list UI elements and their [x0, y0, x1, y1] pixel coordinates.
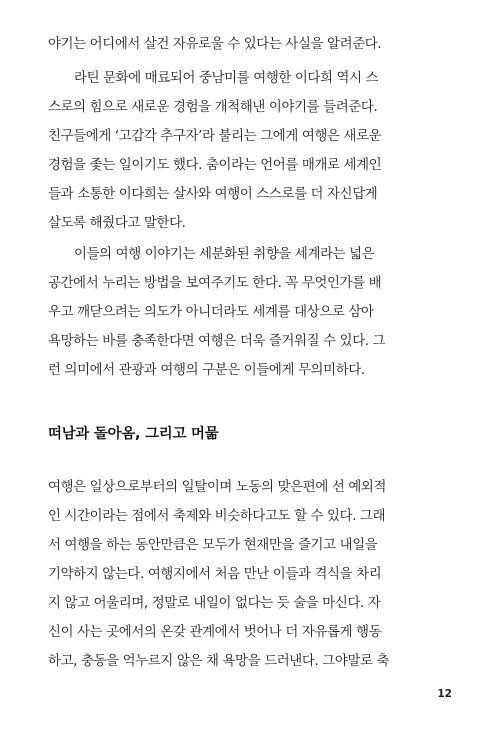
- body-text-line: 런 의미에서 관광과 여행의 구분은 이들에게 무의미하다.: [48, 363, 365, 378]
- body-text-line: 라틴 문화에 매료되어 중남미를 여행한 이다희 역시 스: [74, 71, 379, 86]
- body-text-line: 친구들에게 ‘고감각 추구자’라 불리는 그에게 여행은 새로운: [48, 129, 382, 144]
- body-text-line: 하고, 충동을 억누르지 않은 채 욕망을 드러낸다. 그야말로 축: [48, 654, 390, 669]
- body-text-line: 들과 소통한 이다희는 살사와 여행이 스스로를 더 자신답게: [48, 187, 378, 202]
- body-text-line: 스로의 힘으로 새로운 경험을 개척해낸 이야기를 들려준다.: [48, 100, 378, 115]
- body-text-line: 공간에서 누리는 방법을 보여주기도 한다. 꼭 무엇인가를 배: [48, 276, 382, 291]
- body-text-line: 우고 깨닫으려는 의도가 아니더라도 세계를 대상으로 삼아: [48, 305, 374, 320]
- body-text-line: 살도록 해줬다고 말한다.: [48, 216, 186, 231]
- body-text-line: 경험을 좇는 일이기도 했다. 춤이라는 언어를 매개로 세계인: [48, 158, 382, 173]
- body-text-line: 신이 사는 곳에서의 온갖 관계에서 벗어나 더 자유롭게 행동: [48, 625, 382, 640]
- body-text-line: 이들의 여행 이야기는 세분화된 취향을 세계라는 넓은: [74, 247, 375, 262]
- body-text-line: 서 여행을 하는 동안만큼은 모두가 현재만을 즐기고 내일을: [48, 538, 378, 553]
- page-number: 12: [437, 688, 452, 700]
- body-text-line: 인 시간이라는 점에서 축제와 비슷하다고도 할 수 있다. 그래: [48, 509, 386, 524]
- section-heading: 떠남과 돌아옴, 그리고 머묾: [48, 426, 219, 442]
- body-text-line: 야기는 어디에서 살건 자유로울 수 있다는 사실을 알려준다.: [48, 37, 382, 52]
- body-text-line: 기약하지 않는다. 여행지에서 처음 만난 이들과 격식을 차리: [48, 567, 382, 582]
- body-text-line: 욕망하는 바를 충족한다면 여행은 더욱 즐거워질 수 있다. 그: [48, 334, 386, 349]
- body-text-line: 지 않고 어울리며, 정말로 내일이 없다는 듯 술을 마신다. 자: [48, 596, 381, 611]
- body-text-line: 여행은 일상으로부터의 일탈이며 노동의 맞은편에 선 예외적: [48, 480, 387, 495]
